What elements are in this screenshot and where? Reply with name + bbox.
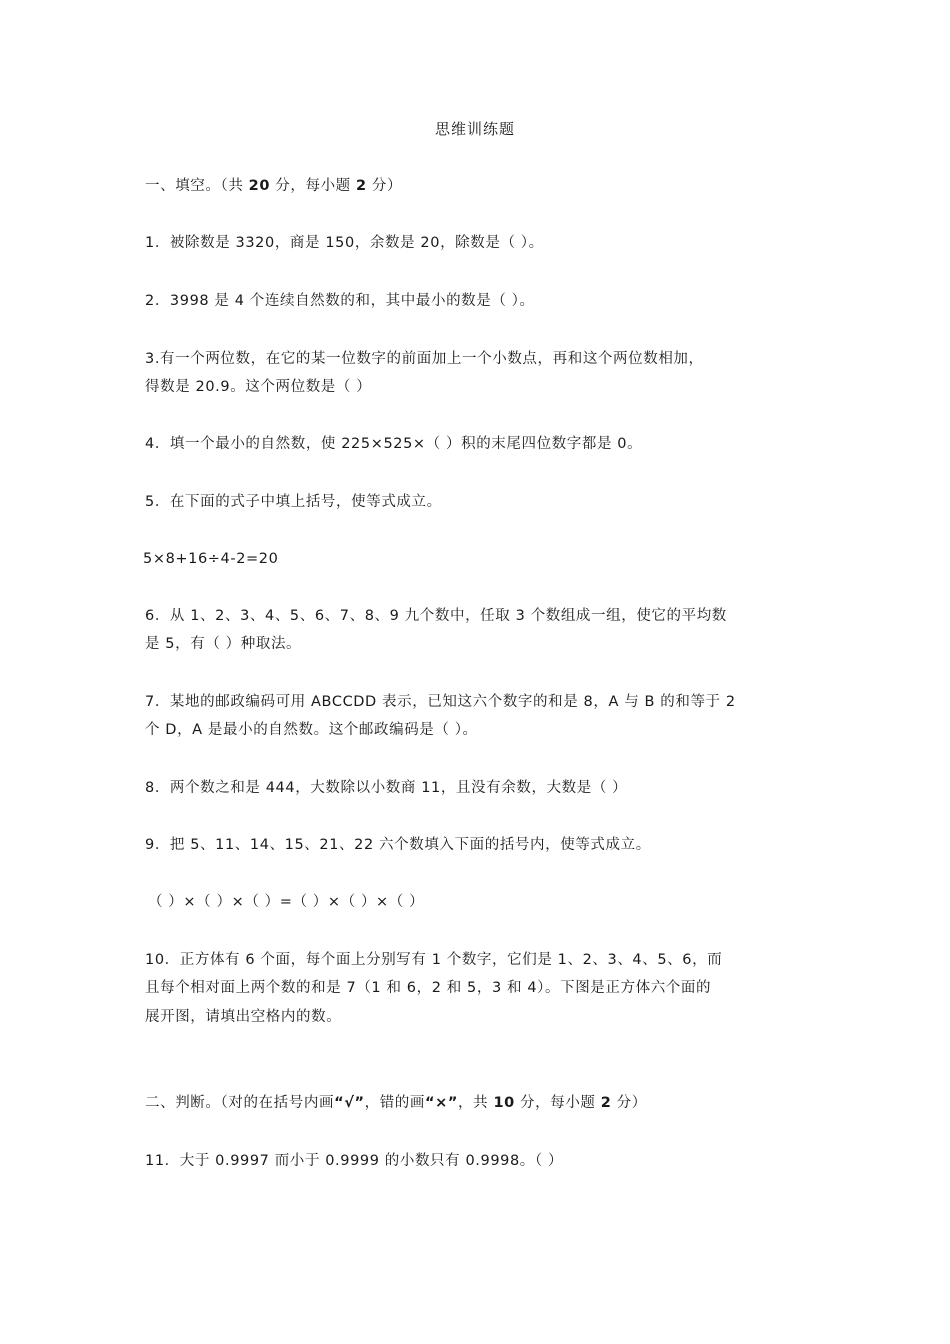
question-5-expression: 5×8+16÷4-2=20: [143, 551, 279, 567]
page-title: 思维训练题: [434, 120, 515, 138]
section-each-points: 2: [600, 1095, 612, 1111]
question-10-line-3: 展开图，请填出空格内的数。: [145, 1009, 342, 1025]
question-2: 2．3998 是 4 个连续自然数的和，其中最小的数是（ ）。: [145, 293, 535, 309]
section-heading-true-false: 二、判断。（对的在括号内画“√”，错的画“×”，共 10 分，每小题 2 分）: [145, 1095, 647, 1111]
question-10-line-2: 且每个相对面上两个数的和是 7（1 和 6，2 和 5，3 和 4）。下图是正方体六个面的: [145, 980, 712, 996]
section-total-points: 10: [493, 1095, 515, 1111]
question-3-line-1: 3.有一个两位数，在它的某一位数字的前面加上一个小数点，再和这个两位数相加，: [145, 351, 704, 367]
section-heading-fill-blank: 一、填空。（共 20 分，每小题 2 分）: [145, 178, 403, 194]
question-6-line-2: 是 5，有（ ）种取法。: [145, 636, 302, 652]
question-4: 4．填一个最小的自然数，使 225×525×（ ）积的末尾四位数字都是 0。: [145, 436, 643, 452]
section-each-points: 2: [355, 178, 367, 194]
question-10-line-1: 10．正方体有 6 个面，每个面上分别写有 1 个数字，它们是 1、2、3、4、5、6，而: [145, 952, 723, 968]
question-6-line-1: 6．从 1、2、3、4、5、6、7、8、9 九个数中，任取 3 个数组成一组，使它的平均数: [145, 608, 727, 624]
question-11: 11．大于 0.9997 而小于 0.9999 的小数只有 0.9998。（ ）: [145, 1153, 564, 1169]
question-8: 8．两个数之和是 444，大数除以小数商 11，且没有余数，大数是（ ）: [145, 780, 628, 796]
question-3-line-2: 得数是 20.9。这个两位数是（ ）: [145, 379, 372, 395]
check-mark-symbol: “√”: [334, 1095, 365, 1111]
question-1: 1．被除数是 3320，商是 150，余数是 20，除数是（ ）。: [145, 235, 544, 251]
cross-mark-symbol: “×”: [425, 1095, 459, 1111]
question-9: 9．把 5、11、14、15、21、22 六个数填入下面的括号内，使等式成立。: [145, 837, 651, 853]
question-7-line-1: 7．某地的邮政编码可用 ABCCDD 表示，已知这六个数字的和是 8，A 与 B 的和等于 2: [145, 694, 736, 710]
question-7-line-2: 个 D，A 是最小的自然数。这个邮政编码是（ ）。: [145, 722, 478, 738]
section-total-points: 20: [248, 178, 271, 194]
question-9-expression: （ ）×（ ）×（ ）=（ ）×（ ）×（ ）: [148, 894, 425, 910]
question-5: 5．在下面的式子中填上括号，使等式成立。: [145, 494, 442, 510]
